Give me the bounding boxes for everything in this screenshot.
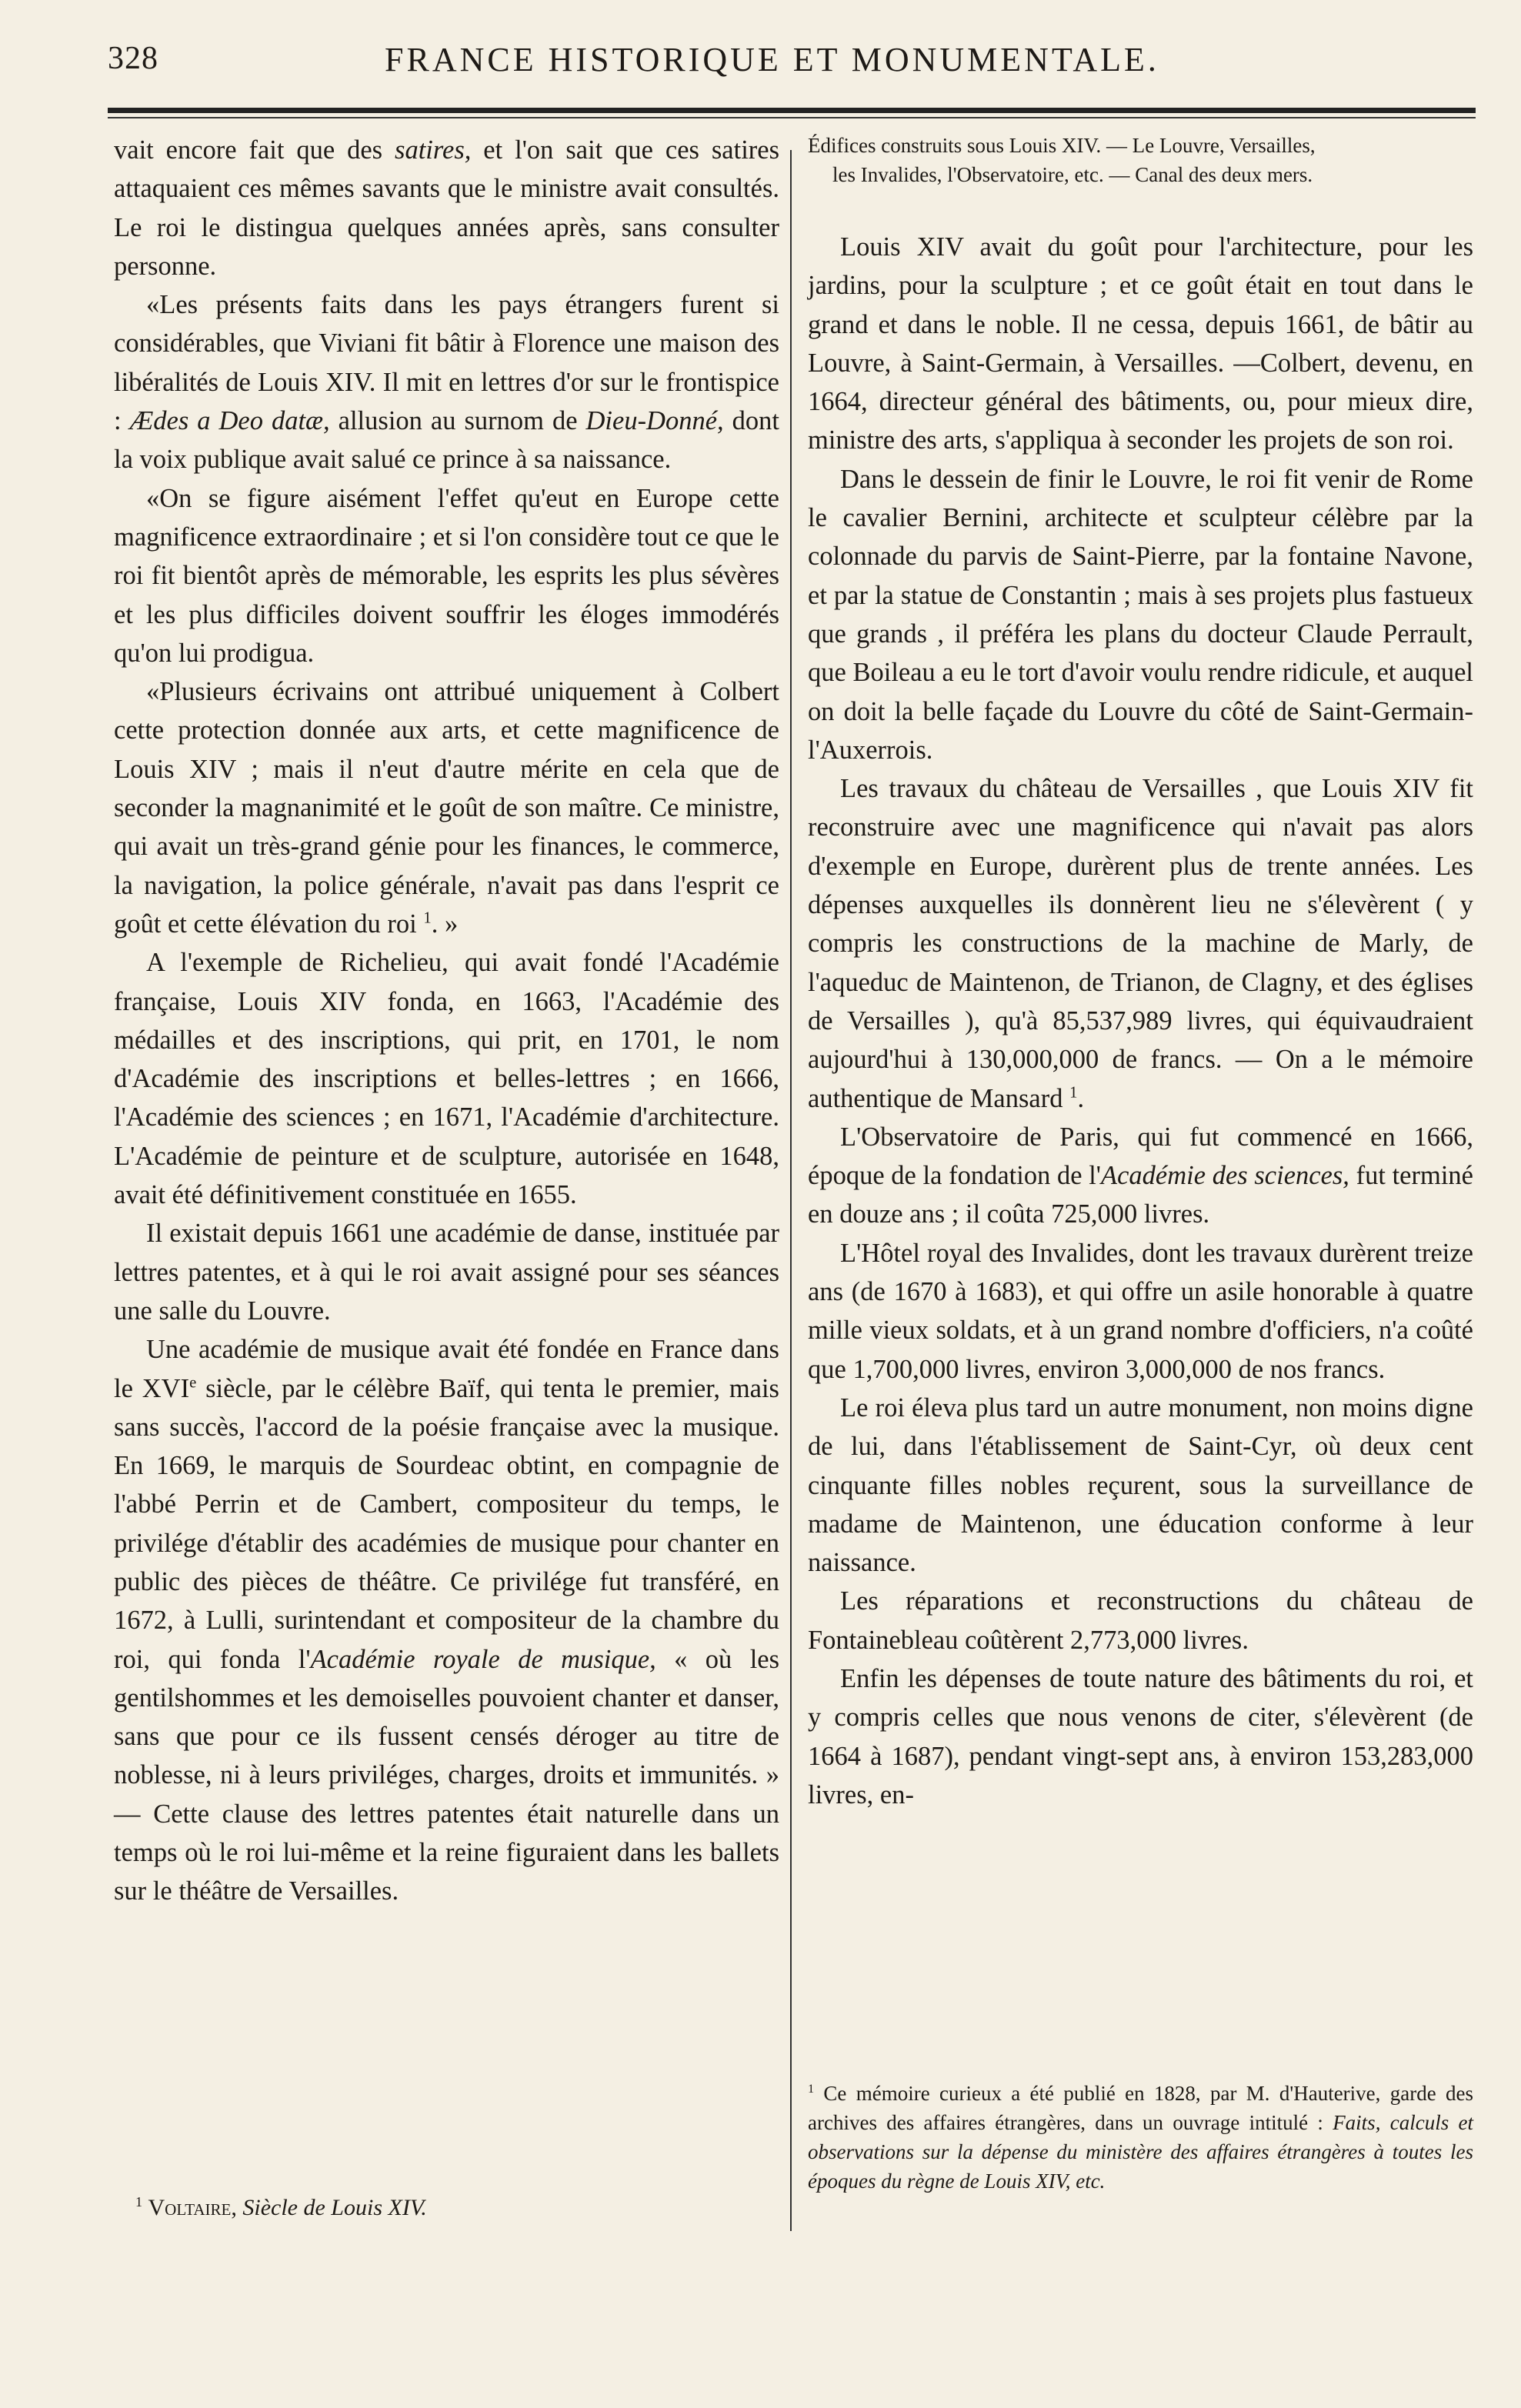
- page-number: 328: [108, 41, 158, 76]
- footnote-ref: 1: [423, 909, 432, 927]
- paragraph: Dans le dessein de finir le Louvre, le roi fit venir de Rome le cavalier Bernini, architecte et sculpteur célèbre par la colonnade du parvis de Saint-Pierre, par la fontaine Navone, et par la statue de Constantin ; mais à ses projets plus fastueux que grands , il préféra les plans du docteur Claude Perrault, que Boileau a eu le tort d'avoir voulu rendre ridicule, et auquel on doit la belle façade du Louvre du côté de Saint-Germain-l'Auxerrois.: [808, 464, 1473, 765]
- header-rule-thick: [108, 108, 1476, 113]
- section-summary: Édifices construits sous Louis XIV. — Le Louvre, Versailles, les Invalides, l'Observatoire, etc. — Canal des deux mers.: [808, 134, 1316, 186]
- paragraph: «Les présents faits dans les pays étrangers furent si considérables, que Viviani fit bâtir à Florence une maison des libéralités de Louis XIV. Il mit en lettres d'or sur le frontispice : Ædes a Deo datæ, allusion au surnom de Dieu-Donné, dont la voix publique avait salué ce prince à sa naissance.: [114, 290, 779, 475]
- column-separator: [790, 150, 792, 2231]
- footnote-left: $^1$ Voltaire, Siècle de Louis XIV.: [135, 2194, 427, 2220]
- paragraph: «On se figure aisément l'effet qu'eut en Europe cette magnificence extraordinaire ; et si l'on considère tout ce que le roi fit bientôt après de mémorable, les esprits les plus sévères et les plus difficiles doivent souffrir les éloges immodérés qu'on lui prodigua.: [114, 483, 779, 668]
- header-rule-thin: [108, 117, 1476, 118]
- paragraph: L'Observatoire de Paris, qui fut commencé en 1666, époque de la fondation de l'Académie des sciences, fut terminé en douze ans ; il coûta 725,000 livres.: [808, 1122, 1473, 1229]
- right-column: [808, 131, 1473, 1814]
- footnote-ref: 1: [1069, 1084, 1078, 1102]
- paragraph: Une académie de musique avait été fondée en France dans le XVIe siècle, par le célèbre Baïf, qui tenta le premier, mais sans succès, l'accord de la poésie française avec la musique. En 1669, le marquis de Sourdeac obtint, en compagnie de l'abbé Perrin et de Cambert, compositeur du temps, le privilége d'établir des académies de musique pour chanter en public des pièces de théâtre. Ce privilége fut transféré, en 1672, à Lulli, surintendant et compositeur de la chambre du roi, qui fonda l'Académie royale de musique, « où les gentilshommes et les demoiselles pouvoient chanter et danser, sans que pour ce ils fussent censés déroger au titre de noblesse, ni à leurs priviléges, charges, droits et immunités. » — Cette clause des lettres patentes était naturelle dans un temps où le roi lui-même et la reine figuraient dans les ballets sur le théâtre de Versailles.: [114, 1335, 780, 1906]
- paragraph: L'Hôtel royal des Invalides, dont les travaux durèrent treize ans (de 1670 à 1683), et qui offre un asile honorable à quatre mille vieux soldats, et à un grand nombre d'officiers, n'a coûté que 1,700,000 livres, environ 3,000,000 de nos francs.: [808, 1238, 1473, 1384]
- page-header: [108, 40, 1485, 86]
- footnote-right: $^1$ Ce mémoire curieux a été publié en 1828, par M. d'Hauterive, garde des archives des affaires étrangères, dans un ouvrage intitulé : Faits, calculs et observations sur la dépense du ministère des affaires étrangères à toutes les époques du règne de Louis XIV, etc.: [808, 2082, 1473, 2193]
- paragraph: Il existait depuis 1661 une académie de danse, instituée par lettres patentes, et à qui le roi avait assigné pour ses séances une salle du Louvre.: [114, 1219, 779, 1326]
- paragraph: A l'exemple de Richelieu, qui avait fondé l'Académie française, Louis XIV fonda, en 1663, l'Académie des médailles et des inscriptions, qui prit, en 1701, le nom d'Académie des inscriptions et belles-lettres ; en 1666, l'Académie des sciences ; en 1671, l'Académie d'architecture. L'Académie de peinture et de sculpture, autorisée en 1648, avait été définitivement constituée en 1655.: [114, 948, 779, 1210]
- paragraph: vait encore fait que des satires, et l'on sait que ces satires attaquaient ces mêmes savants que le ministre avait consultés. Le roi le distingua quelques années après, sans consulter personne.: [114, 135, 780, 281]
- running-title: FRANCE HISTORIQUE ET MONUMENTALE.: [385, 41, 1159, 78]
- paragraph: Enfin les dépenses de toute nature des bâtiments du roi, et y compris celles que nous venons de citer, s'élevèrent (de 1664 à 1687), pendant vingt-sept ans, à environ 153,283,000 livres, en-: [808, 1663, 1473, 1809]
- paragraph: «Plusieurs écrivains ont attribué uniquement à Colbert cette protection donnée aux arts, et cette magnificence de Louis XIV ; mais il n'eut d'autre mérite en cela que de seconder la magnanimité et le goût de son maître. Ce ministre, qui avait un très-grand génie pour les finances, le commerce, la navigation, la police générale, n'avait pas dans l'esprit ce goût et cette élévation du roi $^1$. »: [114, 677, 779, 939]
- left-column: [114, 131, 779, 1911]
- paragraph: Louis XIV avait du goût pour l'architecture, pour les jardins, pour la sculpture ; et ce goût était en tout dans le grand et dans le noble. Il ne cessa, depuis 1661, de bâtir au Louvre, à Saint-Germain, à Versailles. —Colbert, devenu, en 1664, directeur général des bâtiments, ou, pour mieux dire, ministre des arts, s'appliqua à seconder les projets de son roi.: [808, 232, 1473, 455]
- paragraph: Les réparations et reconstructions du château de Fontainebleau coûtèrent 2,773,000 livres.: [808, 1586, 1473, 1655]
- paragraph: Les travaux du château de Versailles , que Louis XIV fit reconstruire avec une magnificence qui n'avait pas alors d'exemple en Europe, durèrent plus de trente années. Les dépenses auxquelles ils donnèrent lieu ne s'élevèrent ( y compris les constructions de la machine de Marly, de l'aqueduc de Maintenon, de Trianon, de Clagny, et des églises de Versailles ), qu'à 85,537,989 livres, qui équivaudraient aujourd'hui à 130,000,000 de francs. — On a le mémoire authentique de Mansard $^1$.: [808, 774, 1473, 1113]
- paragraph: Le roi éleva plus tard un autre monument, non moins digne de lui, dans l'établissement de Saint-Cyr, où deux cent cinquante filles nobles reçurent, sous la surveillance de madame de Maintenon, une éducation conforme à leur naissance.: [808, 1392, 1473, 1578]
